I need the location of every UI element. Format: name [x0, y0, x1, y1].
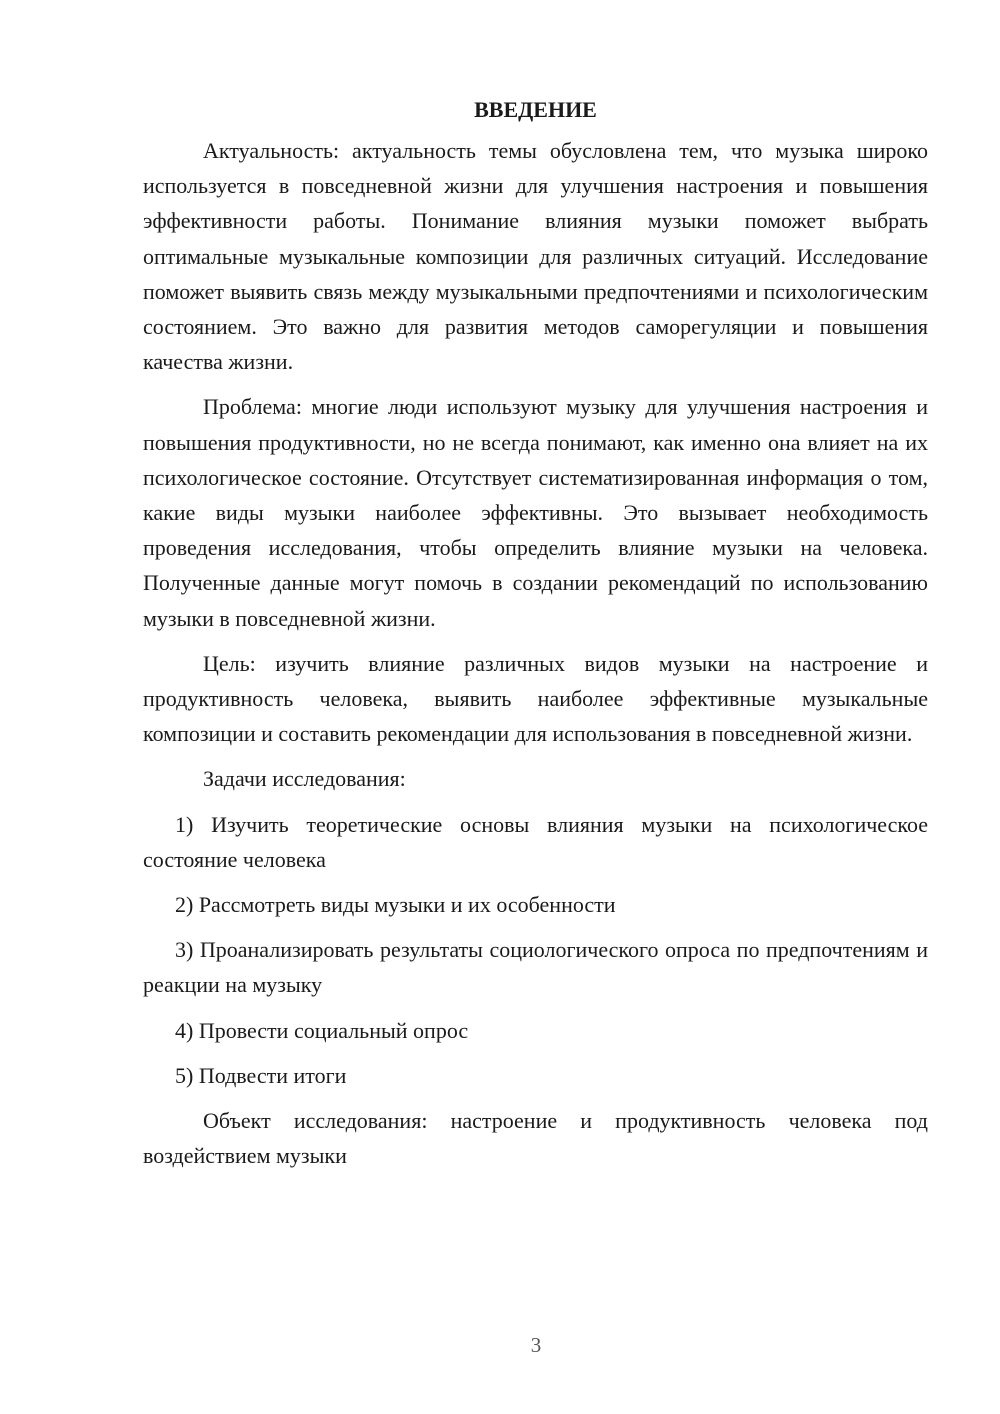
- task-item: 3) Проанализировать результаты социологического опроса по предпочтениям и реакции на музыку: [143, 937, 928, 998]
- object-paragraph: Объект исследования: настроение и продуктивность человека под воздействием музыки: [143, 1108, 928, 1169]
- tasks-heading: Задачи исследования:: [203, 766, 406, 792]
- task-item: 5) Подвести итоги: [175, 1062, 347, 1088]
- goal-paragraph: Цель: изучить влияние различных видов музыки на настроение и продуктивность человека, выявить наиболее эффективные музыкальные композиции и составить рекомендации для использования в повседневной жизни.: [143, 650, 928, 747]
- task-item: 2) Рассмотреть виды музыки и их особенности: [175, 892, 616, 918]
- task-item: 4) Провести социальный опрос: [175, 1017, 469, 1043]
- page-number: 3: [530, 1333, 542, 1357]
- problem-paragraph: Проблема: многие люди используют музыку для улучшения настроения и повышения продуктивности, но не всегда понимают, как именно она влияет на их психологическое состояние. Отсутствует систематизированная информация о том, какие виды музыки наиболее эффективны. Это вызывает необходимость проведения исследования, чтобы определить влияние музыки на человека. Полученные данные могут помочь в создании рекомендаций по использованию музыки в повседневной жизни.: [143, 394, 928, 631]
- document-page: [143, 92, 928, 1183]
- task-item: 1) Изучить теоретические основы влияния музыки на психологическое состояние человека: [143, 811, 928, 872]
- section-title: ВВЕДЕНИЕ: [474, 97, 597, 122]
- relevance-paragraph: Актуальность: актуальность темы обусловлена тем, что музыка широко используется в повседневной жизни для улучшения настроения и повышения эффективности работы. Понимание влияния музыки поможет выбрать оптимальные музыкальные композиции для различных ситуаций. Исследование поможет выявить связь между музыкальными предпочтениями и психологическим состоянием. Это важно для развития методов саморегуляции и повышения качества жизни.: [143, 138, 928, 375]
